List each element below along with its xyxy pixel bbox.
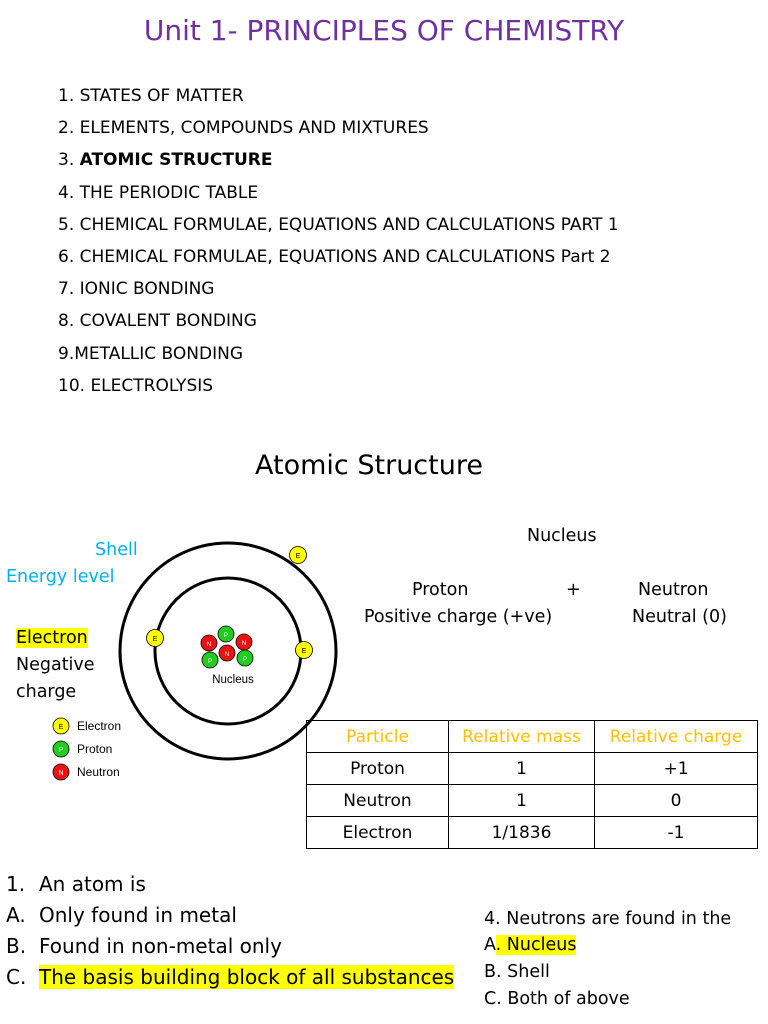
legend-proton-letter: P xyxy=(58,747,64,754)
neutron-letter: N xyxy=(224,652,230,658)
topic-item: 6. CHEMICAL FORMULAE, EQUATIONS AND CALCULATIONS Part 2 xyxy=(58,247,611,268)
option-letter: B. xyxy=(6,934,27,958)
nucleus xyxy=(201,626,254,686)
page-title: Unit 1- PRINCIPLES OF CHEMISTRY xyxy=(143,14,625,47)
table-header-row xyxy=(307,721,758,753)
topic-item: 7. IONIC BONDING xyxy=(58,279,215,300)
proton-letter: P xyxy=(223,633,229,639)
electron-label: Electron xyxy=(16,628,88,648)
electrons xyxy=(147,547,313,659)
particle-table xyxy=(306,720,758,849)
charge-label: charge xyxy=(16,682,77,702)
table-cell: Proton xyxy=(307,753,449,785)
table-row xyxy=(307,785,758,817)
energy-level-label: Energy level xyxy=(6,567,115,587)
table-cell: -1 xyxy=(595,817,758,849)
proton-heading: Proton xyxy=(412,580,469,600)
table-cell: 1 xyxy=(449,753,595,785)
question-4: 4. Neutrons are found in the xyxy=(484,909,732,929)
topic-item: 4. THE PERIODIC TABLE xyxy=(58,182,259,203)
topic-item: 1. STATES OF MATTER xyxy=(58,86,244,106)
proton-charge: Positive charge (+ve) xyxy=(364,607,553,627)
electron-letter: E xyxy=(295,553,301,560)
legend-proton-label: Proton xyxy=(77,742,113,756)
section-title: Atomic Structure xyxy=(255,450,483,481)
legend-neutron-letter: N xyxy=(58,770,64,777)
table-header: Relative charge xyxy=(595,721,758,753)
option-text: Found in non-metal only xyxy=(39,934,282,958)
plus-sign: + xyxy=(566,580,581,600)
negative-label: Negative xyxy=(16,655,95,675)
nucleus-label: Nucleus xyxy=(212,674,254,686)
topic-current: ATOMIC STRUCTURE xyxy=(79,150,273,171)
table-cell: +1 xyxy=(595,753,758,785)
table-cell: 1/1836 xyxy=(449,817,595,849)
neutron-letter: N xyxy=(206,642,212,648)
topic-item: 10. ELECTROLYSIS xyxy=(58,375,214,396)
table-header: Particle xyxy=(307,721,449,753)
electron-letter: E xyxy=(152,636,158,643)
question-number: 1. xyxy=(6,872,26,896)
topic-number: 3. xyxy=(58,150,80,171)
legend-electron-label: Electron xyxy=(77,719,122,733)
option-letter: A. xyxy=(6,903,26,927)
topic-item: 9.METALLIC BONDING xyxy=(58,343,244,364)
q4-option-a xyxy=(484,935,576,955)
neutron-heading: Neutron xyxy=(638,580,709,600)
option-b xyxy=(6,934,282,958)
nucleus-heading: Nucleus xyxy=(527,526,597,546)
q4-option-c: C. Both of above xyxy=(484,989,630,1009)
topic-item: 5. CHEMICAL FORMULAE, EQUATIONS AND CALCULATIONS PART 1 xyxy=(58,214,619,235)
table-cell: Electron xyxy=(307,817,449,849)
option-a xyxy=(6,903,237,927)
neutron-charge: Neutral (0) xyxy=(632,607,727,627)
topic-item: 2. ELEMENTS, COMPOUNDS AND MIXTURES xyxy=(58,118,429,139)
question-1 xyxy=(6,872,146,896)
topic-item xyxy=(58,144,619,176)
diagram-legend xyxy=(53,718,121,780)
proton-letter: P xyxy=(242,657,248,663)
topic-item: 8. COVALENT BONDING xyxy=(58,311,257,332)
option-letter: A xyxy=(484,935,496,955)
table-row xyxy=(307,817,758,849)
table-row xyxy=(307,753,758,785)
shell-label: Shell xyxy=(95,540,138,560)
option-text-answer: The basis building block of all substances xyxy=(39,965,455,989)
question-text: An atom is xyxy=(39,872,146,896)
option-text-answer: . Nucleus xyxy=(495,935,577,955)
neutron-letter: N xyxy=(241,641,247,647)
option-text: Only found in metal xyxy=(39,903,237,927)
proton-letter: P xyxy=(207,659,213,665)
topic-list xyxy=(58,80,619,402)
q4-option-b: B. Shell xyxy=(484,962,550,982)
option-letter: C. xyxy=(6,965,27,989)
table-cell: 0 xyxy=(595,785,758,817)
electron-letter: E xyxy=(301,648,307,655)
legend-electron-letter: E xyxy=(58,724,64,731)
table-cell: 1 xyxy=(449,785,595,817)
option-c xyxy=(6,965,454,989)
legend-neutron-label: Neutron xyxy=(77,765,120,779)
table-cell: Neutron xyxy=(307,785,449,817)
table-header: Relative mass xyxy=(449,721,595,753)
